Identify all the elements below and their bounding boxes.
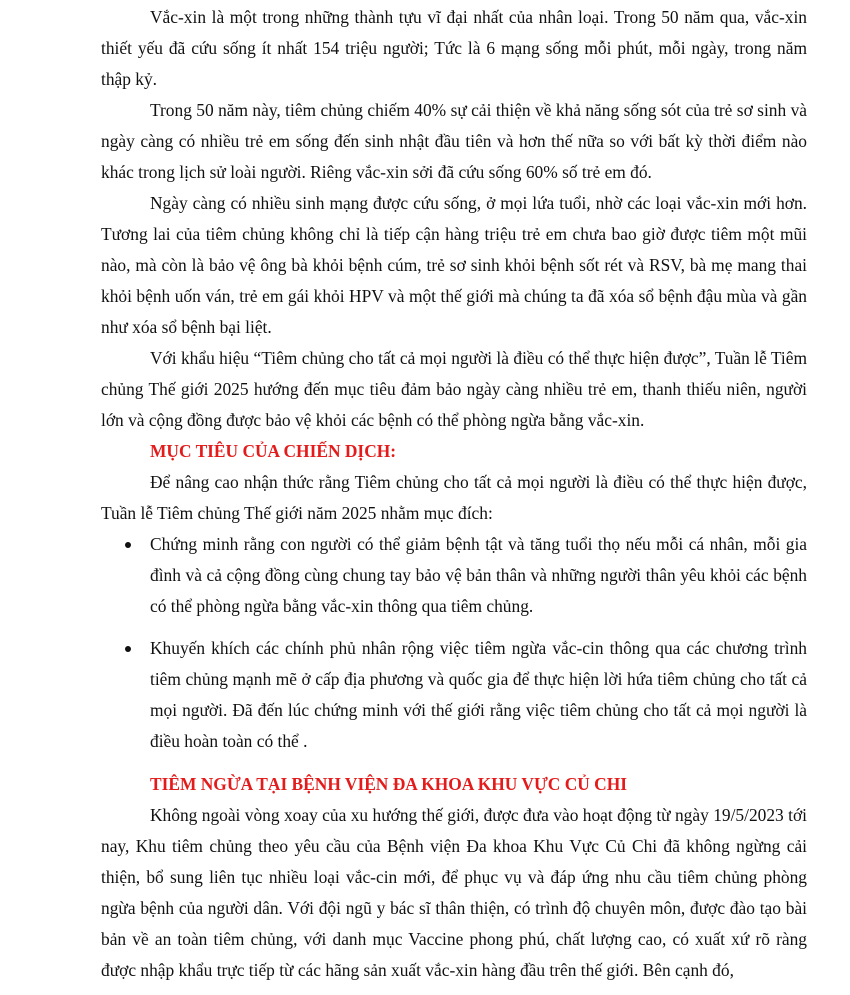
paragraph-slogan: Với khẩu hiệu “Tiêm chủng cho tất cả mọi người là điều có thể thực hiện được”, Tuần lễ Tiêm chủng Thế giới 2025 hướng đến mục tiêu đảm bảo ngày càng nhiều trẻ em, thanh thiếu niên, người lớn và cộng đồng được bảo vệ khỏi các bệnh có thể phòng ngừa bằng vắc-xin. — [101, 348, 807, 430]
bullet-text: Chứng minh rằng con người có thể giảm bệnh tật và tăng tuổi thọ nếu mỗi cá nhân, mỗi gia đình và cả cộng đồng cùng chung tay bảo vệ bản thân và những người thân yêu khỏi các bệnh có thể phòng ngừa bằng vắc-xin thông qua tiêm chủng. — [150, 534, 807, 616]
bullet-text: Khuyến khích các chính phủ nhân rộng việc tiêm ngừa vắc-cin thông qua các chương trình tiêm chủng mạnh mẽ ở cấp địa phương và quốc gia để thực hiện lời hứa tiêm chủng cho tất cả mọi người. Đã đến lúc chứng minh với thế giới rằng việc tiêm chủng cho tất cả mọi người là điều hoàn toàn có thể . — [150, 638, 807, 751]
paragraph-cu-chi: Không ngoài vòng xoay của xu hướng thế giới, được đưa vào hoạt động từ ngày 19/5/2023 tới nay, Khu tiêm chủng theo yêu cầu của Bệnh viện Đa khoa Khu Vực Củ Chi đã không ngừng cải thiện, bổ sung liên tục nhiều loại vắc-cin mới, để phục vụ và đáp ứng nhu cầu tiêm chủng phòng ngừa bệnh của người dân. Với đội ngũ y bác sĩ thân thiện, có trình độ chuyên môn, được đào tạo bài bản về an toàn tiêm chủng, với danh mục Vaccine phong phú, chất lượng cao, có xuất xứ rõ ràng được nhập khẩu trực tiếp từ các hãng sản xuất vắc-xin hàng đầu trên thế giới. Bên cạnh đó, — [101, 805, 807, 980]
heading-campaign-goals: MỤC TIÊU CỦA CHIẾN DỊCH: — [150, 441, 397, 461]
bullet-item-demonstrate — [101, 529, 807, 622]
bullet-dot-icon — [125, 542, 131, 548]
bullet-item-encourage — [101, 633, 807, 757]
paragraph-fifty-years: Trong 50 năm này, tiêm chủng chiếm 40% sự cải thiện về khả năng sống sót của trẻ sơ sinh và ngày càng có nhiều trẻ em sống đến sinh nhật đầu tiên và hơn thế nữa so với bất kỳ thời điểm nào khác trong lịch sử loài người. Riêng vắc-xin sởi đã cứu sống 60% số trẻ em đó. — [101, 100, 807, 182]
paragraph-intro: Vắc-xin là một trong những thành tựu vĩ đại nhất của nhân loại. Trong 50 năm qua, vắc-xin thiết yếu đã cứu sống ít nhất 154 triệu người; Tức là 6 mạng sống mỗi phút, mỗi ngày, trong năm thập kỷ. — [101, 7, 807, 89]
bullet-dot-icon — [125, 646, 131, 652]
paragraph-awareness: Để nâng cao nhận thức rằng Tiêm chủng cho tất cả mọi người là điều có thể thực hiện được, Tuần lễ Tiêm chủng Thế giới năm 2025 nhằm mục đích: — [101, 472, 807, 523]
paragraph-new-vaccines: Ngày càng có nhiều sinh mạng được cứu sống, ở mọi lứa tuổi, nhờ các loại vắc-xin mới hơn. Tương lai của tiêm chủng không chỉ là tiếp cận hàng triệu trẻ em chưa bao giờ được tiêm một mũi nào, mà còn là bảo vệ ông bà khỏi bệnh cúm, trẻ sơ sinh khỏi bệnh sốt rét và RSV, bà mẹ mang thai khỏi bệnh uốn ván, trẻ em gái khỏi HPV và một thế giới mà chúng ta đã xóa sổ bệnh đậu mùa và gần như xóa sổ bệnh bại liệt. — [101, 193, 807, 337]
heading-cu-chi-hospital: TIÊM NGỪA TẠI BỆNH VIỆN ĐA KHOA KHU VỰC CỦ CHI — [150, 774, 628, 794]
